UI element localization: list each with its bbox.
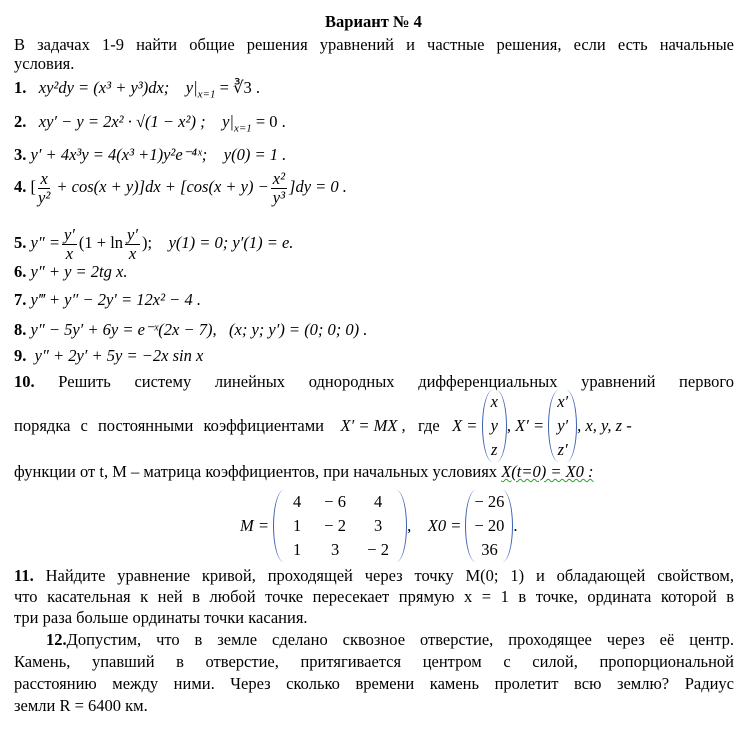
vector-entry: x (490, 392, 498, 411)
problem-11-line-3: три раза больше ординаты точки касания. (14, 608, 308, 627)
equation-middle: (1 + ln (78, 233, 124, 252)
equation-start: y″ = (30, 233, 60, 252)
matrix-cell: − 6 (324, 492, 346, 511)
initial-condition: X(t=0) = X0 : (501, 462, 594, 481)
text: функции от t, M – матрица коэффициентов, при начальных условиях (14, 462, 498, 481)
problem-12-line-2: Камень, упавший в отверстие, притягивается центром с силой, пропорциональной (14, 652, 734, 671)
numerator: x² (272, 168, 286, 188)
problem-7 (14, 290, 201, 310)
condition: y| (185, 78, 198, 97)
matrix-cell: 4 (293, 492, 302, 511)
problem-1 (14, 78, 260, 104)
problem-number: 5. (14, 233, 27, 252)
fraction (271, 170, 287, 207)
matrix-cell: 1 (293, 516, 302, 535)
vector-entry: y′ (557, 416, 569, 435)
vector-entry: z (491, 440, 498, 459)
fraction (62, 226, 77, 263)
denominator: x (65, 243, 74, 263)
vector-entry: − 20 (474, 516, 505, 535)
matrix-cell: 3 (331, 540, 340, 559)
matrix-m-label: M = (240, 516, 270, 535)
problem-number: 1. (14, 78, 27, 97)
problem-4 (14, 168, 347, 207)
xprime-vector (548, 390, 577, 462)
condition-value: = 0 . (255, 112, 286, 131)
x-vector (482, 390, 507, 462)
matrix-cell: − 2 (324, 516, 346, 535)
problem-6 (14, 262, 127, 282)
matrix-cell: 4 (374, 492, 383, 511)
text: Допустим, что в земле сделано сквозное отверстие, проходящее через её центр. (66, 630, 734, 649)
vector-entry: y (490, 416, 498, 435)
denominator: x (128, 243, 137, 263)
equation-end: ); (141, 233, 153, 252)
matrix-cell: − 2 (367, 540, 389, 559)
problem-number: 9. (14, 346, 27, 365)
equation: y′ + 4x³y = 4(x³ +1)y²e⁻⁴ˣ; (30, 145, 208, 164)
problem-10-line-2: порядка с постоянными коэффициентами X′ = MX , где X = x y z , X′ = x′ y′ z′ , x, y, z - (14, 394, 632, 458)
variables-text: , x, y, z - (577, 416, 632, 435)
problem-10-matrices: M = 4 − 6 4 1 − 2 3 1 3 − 2 , X0 = − 26 − 20 36 . (240, 490, 518, 562)
problem-number: 7. (14, 290, 27, 309)
vector-entry: − 26 (474, 492, 505, 511)
problem-11-line-2: что касательная к ней в любой точке пересекает прямую x = 1 в точке, ордината которой в (14, 587, 734, 606)
vector-entry: z′ (557, 440, 568, 459)
condition: y(0) = 1 . (223, 145, 287, 164)
text: Решить систему линейных однородных дифференциальных уравнений первого (58, 372, 734, 391)
system-equation: X′ = MX , (340, 416, 406, 435)
denominator: y³ (272, 187, 286, 207)
matrix-cell: 1 (293, 540, 302, 559)
matrix-cell: 3 (374, 516, 383, 535)
problem-number: 2. (14, 112, 27, 131)
x0-label: X0 = (427, 516, 462, 535)
problem-number: 11. (14, 566, 34, 585)
equation: xy′ − y = 2x² · √(1 − x²) ; (38, 112, 206, 131)
numerator: y′ (127, 224, 138, 244)
problem-number: 12. (46, 630, 67, 649)
condition-sub: x=1 (197, 88, 216, 101)
x0-vector (465, 490, 513, 562)
problem-number: 6. (14, 262, 27, 281)
fraction (38, 170, 50, 207)
problem-number: 3. (14, 145, 27, 164)
text: Найдите уравнение кривой, проходящей через точку М(0; 1) и обладающей свойством, (45, 566, 734, 585)
condition: y(1) = 0; y′(1) = e. (168, 233, 294, 252)
condition: (x; y; y′) = (0; 0; 0) . (229, 320, 368, 339)
numerator: y′ (63, 224, 75, 244)
equation: y″ − 5y′ + 6y = e⁻ˣ(2x − 7), (30, 320, 217, 339)
intro-line-2: условия. (14, 54, 75, 73)
equation: y‴ + y″ − 2y′ = 12x² − 4 . (30, 290, 201, 309)
equation: y″ + y = 2tg x. (30, 262, 128, 281)
bracket: [ (30, 177, 36, 196)
problem-5 (14, 224, 293, 263)
vector-entry: 36 (481, 540, 498, 559)
problem-11-line-1 (14, 566, 734, 586)
intro-line-1: В задачах 1-9 найти общие решения уравнений и частные решения, если есть начальные (14, 35, 734, 54)
equation-middle: + cos(x + y)]dx + [cos(x + y) − (56, 177, 269, 196)
condition-value: = ∛3 . (219, 78, 261, 97)
problem-9 (14, 346, 203, 366)
equation-end: ]dy = 0 . (289, 177, 347, 196)
equation: xy²dy = (x³ + y³)dx; (38, 78, 170, 97)
equation: y″ + 2y′ + 5y = −2x sin x (34, 346, 204, 365)
problem-2 (14, 112, 286, 138)
page-title: Вариант № 4 (325, 12, 422, 31)
vector-entry: x′ (557, 392, 569, 411)
text: порядка с постоянными коэффициентами (14, 416, 325, 435)
fraction (125, 226, 140, 263)
numerator: x (40, 168, 48, 188)
problem-number: 8. (14, 320, 27, 339)
problem-12-line-3: расстоянию между ними. Через сколько времени камень пролетит всю землю? Радиус (14, 674, 734, 693)
xprime-vector-label: X′ = (515, 416, 545, 435)
problem-number: 4. (14, 177, 27, 196)
problem-10-line-1 (14, 372, 734, 392)
condition-sub: x=1 (233, 122, 252, 135)
condition: y| (222, 112, 234, 131)
matrix-m (273, 490, 407, 562)
problem-10-line-3 (14, 462, 594, 482)
problem-3 (14, 145, 286, 165)
problem-8 (14, 320, 367, 340)
problem-12-line-1 (46, 630, 734, 650)
problem-12-line-4: земли R = 6400 км. (14, 696, 148, 715)
text-where: где (418, 416, 440, 435)
x-vector-label: X = (452, 416, 478, 435)
denominator: y² (38, 187, 51, 207)
problem-number: 10. (14, 372, 35, 391)
